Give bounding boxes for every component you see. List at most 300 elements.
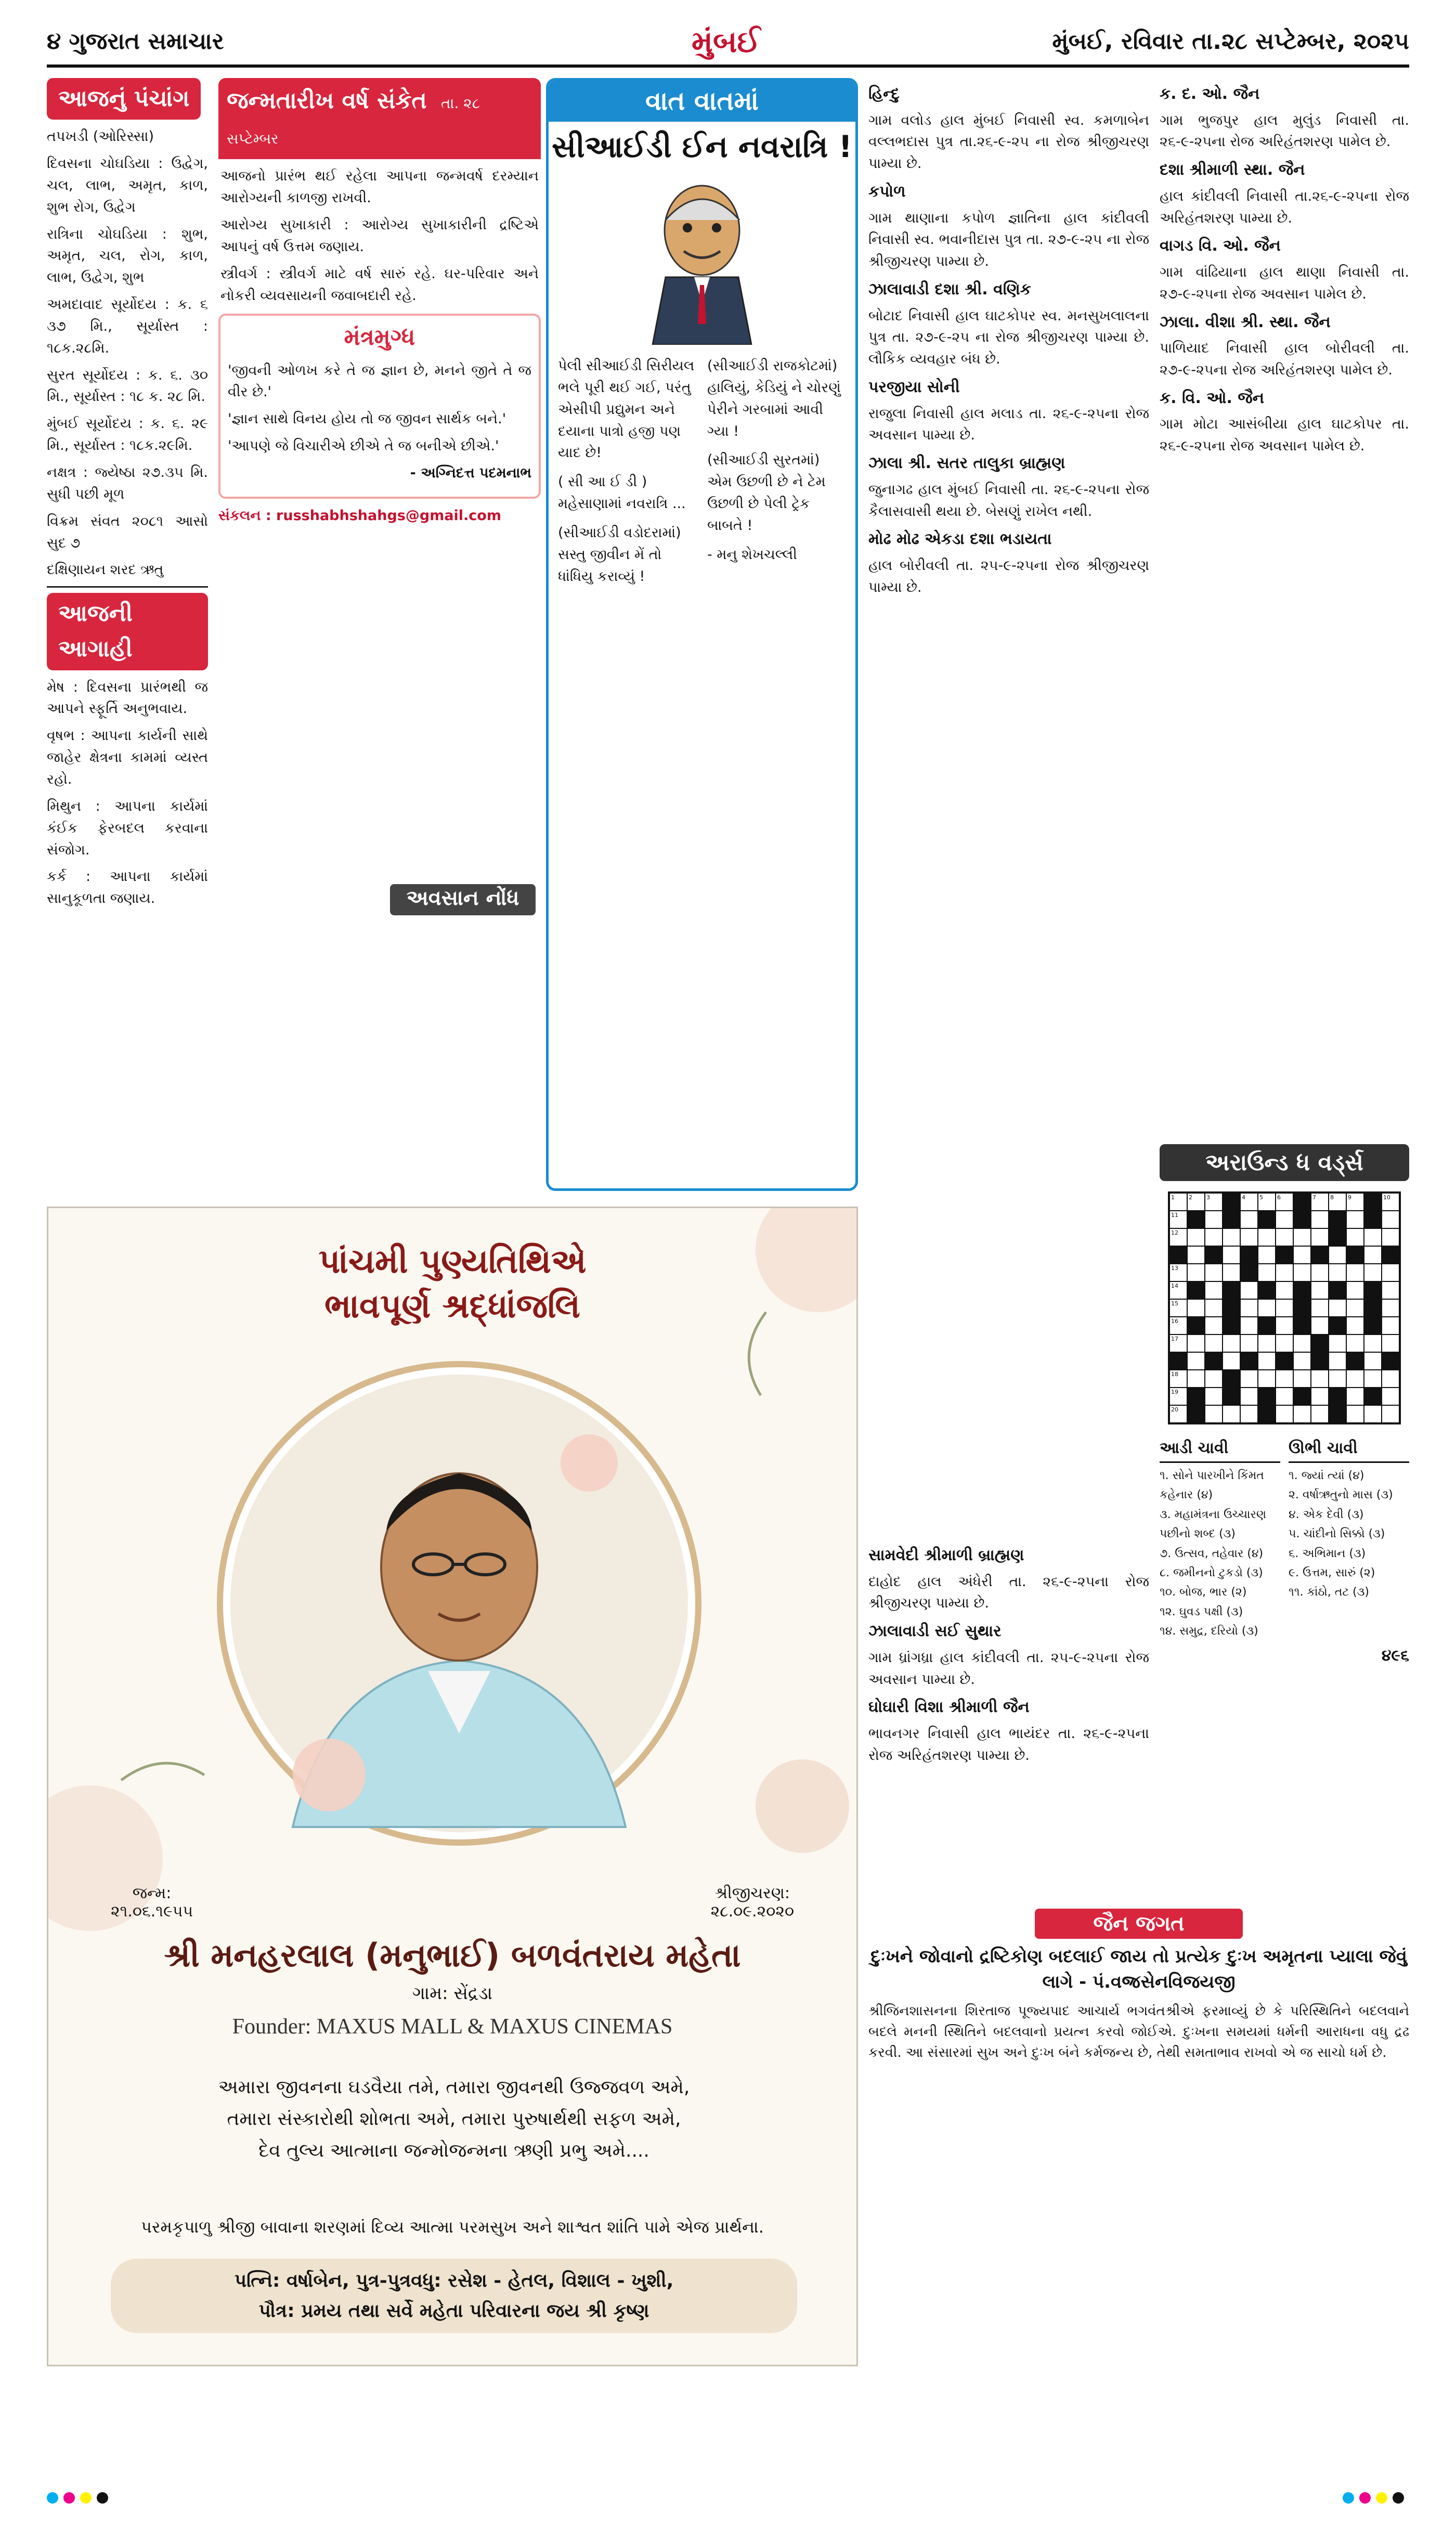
crossword-block-cell [1187,1281,1205,1299]
crossword-cell[interactable]: 15 [1169,1299,1187,1317]
crossword-block-cell [1382,1352,1399,1370]
janam-title: જન્મતારીખ વર્ષ સંકેત [227,87,427,114]
obituary-column-1 [868,78,1149,1529]
crossword-cell[interactable] [1187,1334,1205,1352]
vaat-paragraph: (સીઆઈડી રાજકોટમાં) હાલિયું, કેડિયું ને ચોરણું પેરીને ગરબામાં આવી ગ્યા ! [707,358,841,439]
crossword-cell[interactable] [1205,1317,1223,1334]
down-clue: ૫. ચાંદીનો સિક્કો (૩) [1289,1527,1385,1541]
crossword-cell[interactable] [1293,1352,1311,1370]
caricature-illustration [624,173,780,345]
crossword-cell[interactable] [1311,1388,1329,1405]
crossword-cell[interactable] [1382,1228,1399,1246]
crossword-cell[interactable] [1276,1370,1293,1388]
jain-body: શ્રીજિનશાસનના શિરતાજ પૂજ્યપાદ આચાર્ય ભગવંતશ્રીએ ફરમાવ્યું છે કે પરિસ્થિતિને બદલવાને બદલે મનની સ્થિતિને બદલવાનો પ્રયત્ન કરવો જોઈએ. દુઃખના સમયમાં ધર્મની આરાધના વધુ દ્રઢ કરવી. આ સંસારમાં સુખ અને દુઃખ બંને કર્મજન્ય છે, તેથી સમતાભાવ રાખવો એ જ સાચો ધર્મ છે. [868,2003,1409,2061]
birth-label: જન્મ: [132,1884,172,1902]
crossword-cell[interactable] [1329,1334,1346,1352]
vaat-body [549,350,855,1191]
crossword-cell[interactable] [1223,1228,1240,1246]
crossword-cell[interactable] [1240,1281,1258,1299]
agahi-line: મિથુન : આપના કાર્યમાં કંઈક ફેરબદલ કરવાના સંજોગ. [47,798,208,858]
section-title: મુંબઈ [692,24,761,59]
crossword-block-cell [1311,1352,1329,1370]
agahi-line: વૃષભ : આપના કાર્યની સાથે જાહેર ક્ષેત્રના કામમાં વ્યસ્ત રહો. [47,728,208,787]
crossword-block-cell [1169,1246,1187,1264]
crossword-block-cell [1311,1334,1329,1352]
crossword-cell[interactable] [1276,1317,1293,1334]
crossword-cell[interactable] [1329,1352,1346,1370]
crossword-cell[interactable] [1364,1352,1382,1370]
vaat-paragraph: (સીઆઈડી સુરતમાં) એમ ઉછળી છે ને ટેમ ઉછળી છે પેલી ટ્રેક બાબતે ! [707,452,826,534]
crossword-cell[interactable] [1187,1264,1205,1281]
crossword-cell[interactable] [1276,1299,1293,1317]
poem-line: તમારા સંસ્કારોથી શોભતા અમે, તમારા પુરુષાર્થથી સફળ અમે, [227,2108,681,2130]
crossword-cell[interactable] [1293,1264,1311,1281]
crossword-cell[interactable] [1223,1405,1240,1423]
across-title: આડી ચાવી [1160,1435,1280,1463]
family-line-2: પૌત્ર: પ્રમય તથા સર્વે મહેતા પરિવારના જય શ્રી કૃષ્ણ [258,2300,649,2322]
panchang-line: અમદાવાદ સૂર્યોદય : ક. ૬ ૩૭ મિ., સૂર્યાસ્ત : ૧૮ક.૨૮મિ. [47,296,208,356]
crossword-cell[interactable]: 18 [1169,1370,1187,1388]
crossword-cell[interactable] [1258,1334,1276,1352]
founder-line: Founder: MAXUS MALL & MAXUS CINEMAS [232,2015,673,2039]
crossword-cell[interactable] [1293,1228,1311,1246]
crossword-cell[interactable] [1346,1334,1364,1352]
death-date: ૨૮.૦૯.૨૦૨૦ [710,1902,794,1921]
tribute-title-line-2: ભાવપૂર્ણ શ્રદ્ધાંજલિ [324,1287,580,1326]
crossword-block-cell [1364,1211,1382,1228]
obituary-text: ગામ વાંઢિયાના હાલ થાણા નિવાસી તા. ૨૭-૯-૨૫ના રોજ અવસાન પામેલ છે. [1160,264,1409,302]
vaat-paragraph: - મનુ શેખચલ્લી [707,546,797,563]
across-clue: ૭. ઉત્સવ, તહેવાર (૪) [1160,1547,1264,1560]
crossword-cell[interactable] [1205,1405,1223,1423]
crossword-cell[interactable] [1346,1370,1364,1388]
tribute-advertisement [47,1207,858,2366]
crossword-cell[interactable] [1329,1370,1346,1388]
crossword-block-cell [1311,1246,1329,1264]
crossword-block-cell [1223,1370,1240,1388]
jain-title: જૈન જગત [1035,1909,1243,1939]
crossword-cell[interactable]: 11 [1169,1211,1187,1228]
crossword-cell[interactable] [1382,1405,1399,1423]
crossword-block-cell [1329,1228,1346,1246]
obituary-heading: દશા શ્રીમાળી સ્થા. જૈન [1160,161,1305,179]
obituary-heading: ક. દ. ઓ. જૈન [1160,85,1260,103]
obituary-heading: ઘોઘારી વિશા શ્રીમાળી જૈન [868,1698,1030,1717]
crossword-cell[interactable]: 5 [1258,1193,1276,1211]
crossword-cell[interactable] [1187,1352,1205,1370]
crossword-cell[interactable] [1293,1370,1311,1388]
crossword-cell[interactable] [1187,1246,1205,1264]
down-clue: ૧૧. કાંઠો, તટ (૩) [1289,1586,1369,1599]
crossword-cell[interactable]: 3 [1205,1193,1223,1211]
crossword-cell[interactable] [1205,1264,1223,1281]
crossword-cell[interactable] [1276,1211,1293,1228]
crossword-cell[interactable] [1311,1281,1329,1299]
vaat-vaatma-box [546,78,858,1191]
panchang-line: દક્ષિણાયન શરદ ઋતુ [47,562,164,578]
crossword-block-cell [1223,1281,1240,1299]
obituary-text: ગામ ધ્રાંગધ્રા હાલ કાંદીવલી તા. ૨૫-૯-૨૫ના રોજ અવસાન પામ્યા છે. [868,1649,1149,1688]
across-clue: ૧૪. સમુદ્ર, દરિયો (૩) [1160,1625,1258,1638]
mantra-quote: 'જીવની ઓળખ કરે તે જ જ્ઞાન છે, મનને જીતે તે જ વીર છે.' [228,362,531,400]
masthead [47,21,1409,68]
crossword-cell[interactable] [1364,1334,1382,1352]
crossword-cell[interactable]: 9 [1346,1193,1364,1211]
vaat-paragraph: ( સી આ ઈ ડી ) મહેસાણામાં નવરાત્રિ ... [558,474,686,512]
crossword-cell[interactable] [1205,1370,1223,1388]
crossword-block-cell [1293,1299,1311,1317]
birth-date: ૨૧.૦૬.૧૯૫૫ [111,1902,193,1921]
family-line-1: પત્નિ: વર્ષાબેન, પુત્ર-પુત્રવધુ: રસેશ - હેતલ, વિશાલ - ખુશી, [234,2270,674,2291]
across-list [1160,1466,1280,1641]
crossword-block-cell [1329,1281,1346,1299]
paper-name: ગુજરાત સમાચાર [69,28,224,55]
crossword-block-cell [1364,1299,1382,1317]
crossword-cell[interactable] [1293,1246,1311,1264]
across-clue: ૧. સોને પારખીને કિંમત કહેનાર (૪) [1160,1469,1264,1502]
crossword-cell[interactable] [1311,1211,1329,1228]
crossword-cell[interactable] [1205,1334,1223,1352]
vaat-paragraph: (સીઆઈડી વડોદરામાં) સસ્તુ જીવીન મેં તો ધાંધિયુ કરાવ્યું ! [558,524,681,585]
obituary-heading: ઝાલા શ્રી. સતર તાલુકા બ્રાહ્મણ [868,454,1065,473]
crossword-block-cell [1240,1246,1258,1264]
crossword-cell[interactable] [1223,1264,1240,1281]
janam-paragraph: આજનો પ્રારંભ થઈ રહેલા આપના જન્મવર્ષ દરમ્યાન આરોગ્યની કાળજી રાખવી. [220,168,539,206]
crossword-cell[interactable] [1382,1388,1399,1405]
crossword-block-cell [1240,1264,1258,1281]
down-clue: ૧. જ્યાં ત્યાં (૪) [1289,1469,1364,1482]
agahi-line: કર્ક : આપના કાર્યમાં સાનુકૂળતા જણાય. [47,869,208,907]
crossword-block-cell [1293,1211,1311,1228]
crossword-cell[interactable] [1205,1281,1223,1299]
deceased-name: શ્રી મનહરલાલ (મનુભાઈ) બળવંતરાય મહેતા [164,1936,741,1974]
crossword-cell[interactable] [1276,1388,1293,1405]
crossword-cell[interactable] [1329,1299,1346,1317]
crossword-cell[interactable]: 14 [1169,1281,1187,1299]
crossword-cell[interactable] [1187,1370,1205,1388]
crossword-clues [1160,1435,1409,1641]
crossword-block-cell [1293,1388,1311,1405]
avsan-nondh-label: અવસાન નોંધ [390,884,536,915]
crossword-cell[interactable] [1223,1334,1240,1352]
death-info [711,1884,794,1921]
mantra-lines [228,360,531,457]
crossword-cell[interactable] [1276,1281,1293,1299]
obituary-column-2 [1160,78,1409,1129]
crossword-section [1160,1144,1409,2132]
crossword-block-cell [1258,1317,1276,1334]
family-names [111,2259,797,2333]
obituary-heading: સામવેદી શ્રીમાળી બ્રાહ્મણ [868,1546,1024,1564]
crossword-cell[interactable] [1240,1211,1258,1228]
crossword-block-cell [1169,1352,1187,1370]
portrait-image [215,1359,704,1848]
obituary-heading: ઝાલા. વીશા શ્રી. સ્થા. જૈન [1160,313,1331,331]
crossword-cell[interactable] [1364,1228,1382,1246]
janam-paragraph: આરોગ્ય સુખાકારી : આરોગ્ય સુખાકારીની દ્રષ્ટિએ આપનું વર્ષ ઉત્તમ જણાય. [220,217,539,255]
crossword-cell[interactable] [1346,1264,1364,1281]
crossword-cell[interactable]: 17 [1169,1334,1187,1352]
janam-header [218,78,541,159]
crossword-code: ૪૯૬ [1381,1646,1409,1665]
crossword-cell[interactable] [1240,1334,1258,1352]
crossword-cell[interactable] [1258,1228,1276,1246]
poem-line: અમારા જીવનના ઘડવૈયા તમે, તમારા જીવનથી ઉજ્જવળ અમે, [218,2077,690,2098]
crossword-cell[interactable] [1329,1264,1346,1281]
crossword-cell[interactable]: 7 [1311,1193,1329,1211]
crossword-block-cell [1205,1246,1223,1264]
crossword-block-cell [1276,1352,1293,1370]
tribute-title-line-1: પાંચમી પુણ્યતિથિએ [318,1242,587,1281]
page-number: ૪ [47,28,61,55]
print-registration-marks [47,2491,1409,2507]
crossword-block-cell [1329,1388,1346,1405]
crossword-cell[interactable] [1205,1388,1223,1405]
janam-paragraph: સ્ત્રીવર્ગ : સ્ત્રીવર્ગ માટે વર્ષ સારું રહે. ઘર-પરિવાર અને નોકરી વ્યવસાયની જવાબદારી રહે. [220,265,539,304]
crossword-cell[interactable] [1382,1299,1399,1317]
panchang-line: રાત્રિના ચોઘડિયા : શુભ, અમૃત, ચલ, રોગ, કાળ, લાભ, ઉદ્વેગ, શુભ [47,226,208,286]
panchang-line: નક્ષત્ર : જ્યેષ્ઠા ૨૭.૩૫ મિ. સુધી પછી મૂળ [47,464,208,502]
crossword-block-cell [1223,1193,1240,1211]
crossword-cell[interactable]: 16 [1169,1317,1187,1334]
agahi-title: આજની આગાહી [47,593,208,670]
color-dots-right [1343,2492,1409,2506]
crossword-block-cell [1329,1317,1346,1334]
mantra-author: - અગ્નિદત્ત પદમનાભ [410,465,531,481]
crossword-cell[interactable] [1276,1228,1293,1246]
crossword-cell[interactable] [1311,1299,1329,1317]
crossword-block-cell [1364,1317,1382,1334]
mantra-title: મંત્રમુગ્ધ [344,324,415,351]
crossword-block-cell [1187,1211,1205,1228]
across-clue: ૧૨. ઘુવડ પક્ષી (૩) [1160,1605,1243,1618]
village-name: ગામ: સેંદ્રડા [412,1983,493,2004]
crossword-cell[interactable] [1364,1370,1382,1388]
crossword-cell[interactable] [1382,1281,1399,1299]
crossword-cell[interactable] [1364,1246,1382,1264]
crossword-cell[interactable] [1258,1299,1276,1317]
obituary-heading: ક. વિ. ઓ. જૈન [1160,388,1265,407]
obituary-text: હાલ કાંદીવલી નિવાસી તા.૨૬-૯-૨૫ના રોજ અરિહંતશરણ પામ્યા છે. [1160,188,1409,226]
obituary-text: જુનાગઢ હાલ મુંબઈ નિવાસી તા. ૨૬-૯-૨૫ના રોજ કૈલાસવાસી થયા છે. બેસણું રાખેલ નથી. [868,481,1149,520]
crossword-cell[interactable] [1311,1317,1329,1334]
birth-info [111,1884,193,1921]
death-label: શ્રીજીચરણ: [714,1884,790,1902]
crossword-cell[interactable] [1205,1211,1223,1228]
across-clue: ૮. જમીનનો ટુકડો (૩) [1160,1566,1263,1579]
crossword-block-cell [1187,1317,1205,1334]
crossword-title: અરાઉન્ડ ધ વર્ડ્સ [1160,1144,1409,1181]
crossword-block-cell [1223,1211,1240,1228]
crossword-cell[interactable] [1276,1264,1293,1281]
crossword-cell[interactable] [1258,1370,1276,1388]
crossword-cell[interactable] [1364,1264,1382,1281]
agahi-lines [47,677,208,910]
jain-headline: દુઃખને જોવાનો દ્રષ્ટિકોણ બદલાઈ જાય તો પ્રત્યેક દુઃખ અમૃતના પ્યાલા જેવું લાગે - પં.વજ્રસેનવિજયજી [870,1946,1407,1993]
crossword-block-cell [1293,1193,1311,1211]
mantra-quote: 'જ્ઞાન સાથે વિનય હોય તો જ જીવન સાર્થક બને.' [228,411,506,427]
crossword-block-cell [1382,1246,1399,1264]
crossword-cell[interactable] [1346,1228,1364,1246]
panchang-column [47,78,208,1134]
crossword-block-cell [1329,1405,1346,1423]
crossword-cell[interactable] [1187,1299,1205,1317]
obituary-text: હાલ બોરીવલી તા. ૨૫-૯-૨૫ના રોજ શ્રીજીચરણ પામ્યા છે. [868,557,1149,595]
across-clues [1160,1435,1280,1641]
crossword-cell[interactable] [1382,1317,1399,1334]
obituary-text: રાજુલા નિવાસી હાલ મલાડ તા. ૨૬-૯-૨૫ના રોજ અવસાન પામ્યા છે. [868,405,1149,444]
crossword-block-cell [1346,1352,1364,1370]
crossword-cell[interactable] [1311,1264,1329,1281]
crossword-cell[interactable]: 13 [1169,1264,1187,1281]
crossword-cell[interactable]: 1 [1169,1193,1187,1211]
vaat-paragraph: પેલી સીઆઈડી સિરીયલ ભલે પૂરી થઈ ગઈ, પરંતુ એસીપી પ્રદ્યુમન અને દયાના પાત્રો હજી પણ યાદ છે! [558,358,695,461]
across-clue: ૧૦. બોજ, ભાર (૨) [1160,1586,1247,1599]
agahi-line: મેષ : દિવસના પ્રારંભથી જ આપને સ્ફૂર્તિ અનુભવાય. [47,679,208,717]
crossword-cell[interactable] [1205,1228,1223,1246]
across-clue: ૩. મહામંત્રના ઉચ્ચારણ પછીનો શબ્દ (૩) [1160,1508,1267,1541]
obituary-text: બોટાદ નિવાસી હાલ ઘાટકોપર સ્વ. મનસુખલાલના પુત્ર તા. ૨૭-૯-૨૫ ના રોજ શ્રીજીચરણ પામ્યા છે. લૌકિક વ્યવહાર બંધ છે. [868,307,1149,368]
crossword-cell[interactable] [1293,1334,1311,1352]
obituary-heading: ઝાલાવાડી દશા શ્રી. વણિક [868,280,1031,299]
crossword-cell[interactable] [1187,1228,1205,1246]
crossword-block-cell [1240,1352,1258,1370]
crossword-block-cell [1293,1317,1311,1334]
crossword-grid [1168,1191,1401,1424]
vaat-headline: સીઆઈડી ઈન નવરાત્રિ ! [552,129,852,164]
obituary-column-3 [868,1539,1149,1898]
obituary-text: પાળિયાદ નિવાસી હાલ બોરીવલી તા. ૨૭-૯-૨૫ના રોજ અરિહંતશરણ પામેલ છે. [1160,340,1409,378]
crossword-cell[interactable] [1311,1228,1329,1246]
janam-column [218,78,541,1139]
crossword-cell[interactable]: 2 [1187,1193,1205,1211]
obituary-text: ગામ વલોડ હાલ મુંબઈ નિવાસી સ્વ. કમળાબેન વલ્લભદાસ પુત્ર તા.૨૬-૯-૨૫ ના રોજ શ્રીજીચરણ પામ્યા છે. [868,112,1149,172]
crossword-cell[interactable] [1346,1299,1364,1317]
crossword-block-cell [1258,1281,1276,1299]
crossword-block-cell [1346,1246,1364,1264]
crossword-cell[interactable] [1329,1246,1346,1264]
crossword-cell[interactable] [1205,1299,1223,1317]
down-clue: ૪. એક દેવી (૩) [1289,1508,1364,1521]
crossword-block-cell [1187,1405,1205,1423]
panchang-line: વિક્રમ સંવત ૨૦૮૧ આસો સુદ ૭ [47,513,208,551]
obituary-text: ગામ થાણાના કપોળ જ્ઞાતિના હાલ કાંદીવલી નિવાસી સ્વ. ભવાનીદાસ પુત્ર તા. ૨૭-૯-૨૫ ના રોજ શ્રીજીચરણ પામ્યા છે. [868,210,1149,270]
crossword-block-cell [1276,1246,1293,1264]
janam-paras [218,159,541,306]
crossword-cell[interactable] [1311,1370,1329,1388]
crossword-cell[interactable] [1240,1228,1258,1246]
down-clue: ૨. વર્ષાઋતુનો માસ (૩) [1289,1488,1393,1502]
crossword-cell[interactable] [1364,1405,1382,1423]
crossword-cell[interactable]: 12 [1169,1228,1187,1246]
crossword-cell[interactable] [1311,1405,1329,1423]
crossword-cell[interactable]: 10 [1382,1193,1399,1211]
crossword-block-cell [1223,1388,1240,1405]
obituary-heading: વાગડ વિ. ઓ. જૈન [1160,237,1281,255]
panchang-title: આજનું પંચાંગ [47,78,201,120]
tribute-prayer: પરમકૃપાળુ શ્રીજી બાવાના શરણમાં દિવ્ય આત્મા પરમસુખ અને શાશ્વત શાંતિ પામે એજ પ્રાર્થના. [141,2217,764,2237]
crossword-cell[interactable] [1293,1405,1311,1423]
crossword-block-cell [1258,1405,1276,1423]
crossword-cell[interactable] [1258,1246,1276,1264]
crossword-cell[interactable] [1346,1281,1364,1299]
panchang-line: તપખડી (ઓરિસ્સા) [47,128,154,145]
crossword-cell[interactable] [1240,1388,1258,1405]
panchang-line: મુંબઈ સૂર્યોદય : ક. ૬. ૨૯ મિ., સૂર્યાસ્ત : ૧૮ક.૨૯મિ. [47,416,208,454]
crossword-block-cell [1364,1388,1382,1405]
down-clue: ૯. ઉત્તમ, સારું (૨) [1289,1566,1375,1579]
obituary-heading: મોઢ મોઢ એકડા દશા ભડાયતા [868,530,1052,549]
crossword-cell[interactable] [1382,1211,1399,1228]
vaat-title: વાત વાતમાં [549,81,855,122]
sankalan-email: સંકલન : russhabhshahgs@gmail.com [218,507,501,524]
crossword-block-cell [1329,1211,1346,1228]
crossword-block-cell [1205,1352,1223,1370]
poem-line: દેવ તુલ્ય આત્માના જન્મોજન્મના ઋણી પ્રભુ અમે.... [258,2140,649,2162]
obituary-heading: ઝાલાવાડી સઈ સુથાર [868,1622,1002,1641]
crossword-cell[interactable] [1346,1388,1364,1405]
crossword-block-cell [1364,1281,1382,1299]
color-dots-left [47,2492,113,2506]
portrait-photo [215,1359,704,1848]
crossword-cell[interactable] [1223,1246,1240,1264]
crossword-cell[interactable] [1346,1405,1364,1423]
crossword-cell[interactable] [1382,1334,1399,1352]
crossword-cell[interactable] [1276,1405,1293,1423]
crossword-cell[interactable]: 6 [1276,1193,1293,1211]
crossword-cell[interactable]: 8 [1329,1193,1346,1211]
crossword-block-cell [1258,1388,1276,1405]
crossword-cell[interactable] [1346,1211,1364,1228]
crossword-cell[interactable] [1258,1352,1276,1370]
janam-date: તા. ૨૮ સપ્ટેમ્બર [227,95,480,148]
crossword-cell[interactable] [1258,1264,1276,1281]
crossword-cell[interactable]: 20 [1169,1405,1187,1423]
page-header-left [47,28,224,55]
crossword-block-cell [1223,1317,1240,1334]
dateline: મુંબઈ, રવિવાર તા.૨૮ સપ્ટેમ્બર, ૨૦૨૫ [1052,28,1409,55]
crossword-cell[interactable] [1240,1405,1258,1423]
panchang-lines [47,126,208,581]
panchang-line: સુરત સૂર્યોદય : ક. ૬. ૩૦ મિ., સૂર્યાસ્ત : ૧૮ ક. ૨૮ મિ. [47,367,208,405]
obituary-heading: હિન્દુ [868,85,900,103]
crossword-cell[interactable] [1276,1334,1293,1352]
crossword-cell[interactable] [1346,1317,1364,1334]
crossword-cell[interactable] [1240,1299,1258,1317]
panchang-line: દિવસના ચોઘડિયા : ઉદ્વેગ, ચલ, લાભ, અમૃત, કાળ, શુભ રોગ, ઉદ્વેગ [47,155,208,215]
obituary-heading: પરજીયા સોની [868,378,960,397]
down-list [1289,1466,1409,1602]
crossword-cell[interactable]: 4 [1240,1193,1258,1211]
down-clue: ૬. અભિમાન (૩) [1289,1547,1366,1560]
obituary-text: ભાવનગર નિવાસી હાલ ભાયંદર તા. ૨૬-૯-૨૫ના રોજ અરિહંતશરણ પામ્યા છે. [868,1725,1149,1764]
crossword-cell[interactable] [1382,1370,1399,1388]
mantra-box [218,314,541,498]
down-clues [1289,1435,1409,1641]
crossword-block-cell [1293,1281,1311,1299]
crossword-cell[interactable] [1240,1370,1258,1388]
obituary-text: ગામ ભુજપુર હાલ મુલુંડ નિવાસી તા. ૨૬-૯-૨૫ના રોજ અરિહંતશરણ પામેલ છે. [1160,112,1409,150]
crossword-cell[interactable] [1382,1264,1399,1281]
crossword-block-cell [1223,1299,1240,1317]
crossword-cell[interactable] [1223,1352,1240,1370]
crossword-block-cell [1258,1211,1276,1228]
crossword-block-cell [1364,1193,1382,1211]
down-title: ઊભી ચાવી [1289,1435,1409,1463]
obituary-text: દાહોદ હાલ અંધેરી તા. ૨૬-૯-૨૫ના રોજ શ્રીજીચરણ પામ્યા છે. [868,1573,1149,1612]
crossword-cell[interactable] [1240,1317,1258,1334]
crossword-cell[interactable]: 19 [1169,1388,1187,1405]
